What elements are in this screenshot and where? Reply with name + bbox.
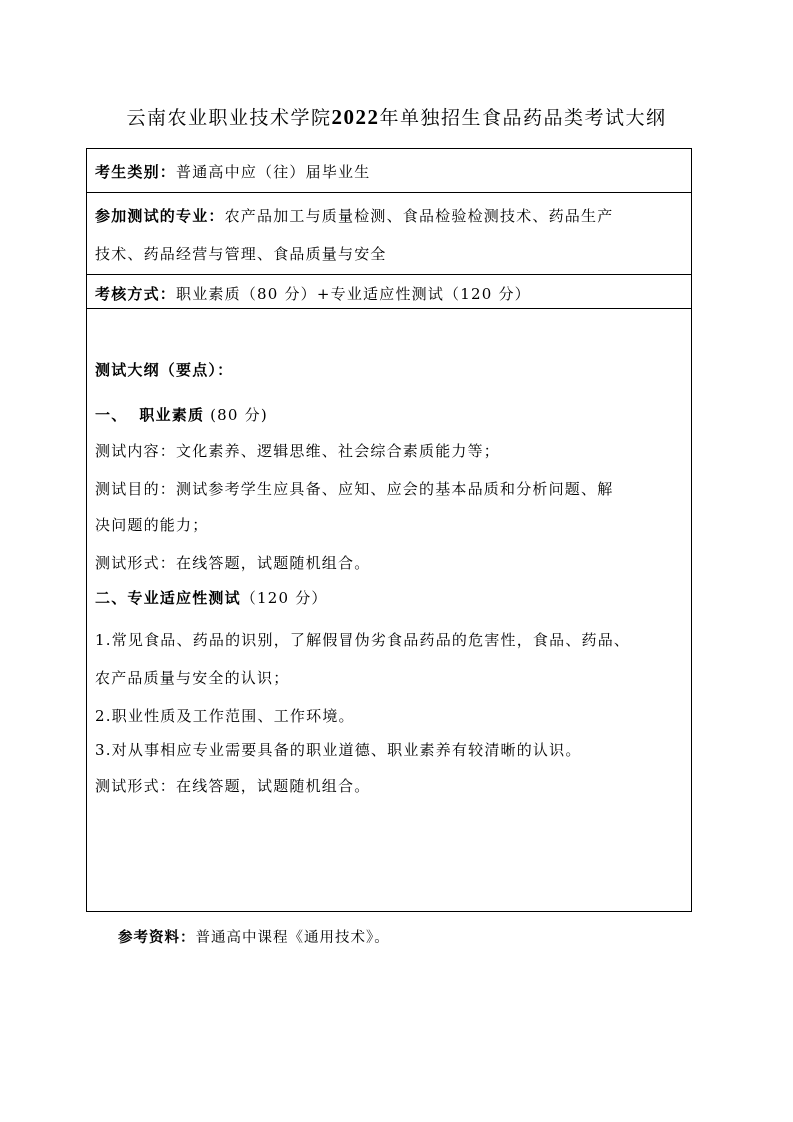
- majors-label: 参加测试的专业：: [95, 207, 225, 225]
- section2-form: 测试形式：在线答题，试题随机组合。: [95, 777, 371, 795]
- section2-score: （120 分）: [240, 589, 328, 607]
- assessment-label: 考核方式：: [95, 285, 177, 303]
- title-year: 2022: [331, 105, 380, 129]
- candidate-type-label: 考生类别：: [95, 163, 177, 181]
- document-title: [0, 103, 793, 130]
- majors-line-1: [95, 205, 613, 226]
- section1-form: 测试形式：在线答题，试题随机组合。: [95, 554, 371, 572]
- outline-cell: [87, 309, 691, 911]
- candidate-type-value: 普通高中应（往）届毕业生: [176, 163, 371, 181]
- row-candidate-type: [87, 149, 691, 193]
- assessment-line: [95, 283, 531, 304]
- section1-purpose-1: 测试目的：测试参考学生应具备、应知、应会的基本品质和分析问题、解: [95, 480, 614, 498]
- section2-title: 二、专业适应性测试: [95, 589, 241, 607]
- outline-table: [86, 148, 692, 912]
- outline-heading: 测试大纲（要点）：: [95, 361, 234, 379]
- reference-label: 参考资料：: [118, 929, 196, 946]
- section1-purpose-2: 决问题的能力；: [95, 516, 209, 534]
- title-suffix: 年单独招生食品药品类考试大纲: [379, 107, 667, 129]
- assessment-value: 职业素质（80 分）+专业适应性测试（120 分）: [176, 285, 531, 303]
- reference-line: [118, 926, 390, 947]
- section2-item1-1: 1.常见食品、药品的识别，了解假冒伪劣食品药品的危害性，食品、药品、: [95, 631, 631, 649]
- section1-content: 测试内容：文化素养、逻辑思维、社会综合素质能力等；: [95, 442, 501, 460]
- section2-item3: 3.对从事相应专业需要具备的职业道德、职业素养有较清晰的认识。: [95, 741, 582, 759]
- majors-line-2: 技术、药品经营与管理、食品质量与安全: [95, 245, 387, 263]
- section2-item1-2: 农产品质量与安全的认识；: [95, 669, 290, 687]
- majors-value-1: 农产品加工与质量检测、食品检验检测技术、药品生产: [224, 207, 614, 225]
- title-prefix: 云南农业职业技术学院: [126, 107, 332, 129]
- section1-score: (80 分): [210, 406, 268, 424]
- section2-heading: [95, 587, 328, 608]
- section1-heading: [95, 404, 268, 425]
- section2-item2: 2.职业性质及工作范围、工作环境。: [95, 707, 355, 725]
- section1-title: 职业素质: [139, 406, 205, 424]
- reference-value: 普通高中课程《通用技术》。: [195, 930, 390, 946]
- candidate-type-line: [95, 161, 370, 182]
- row-assessment: [87, 275, 691, 309]
- row-majors: [87, 193, 691, 275]
- section1-number: 一、: [95, 406, 128, 424]
